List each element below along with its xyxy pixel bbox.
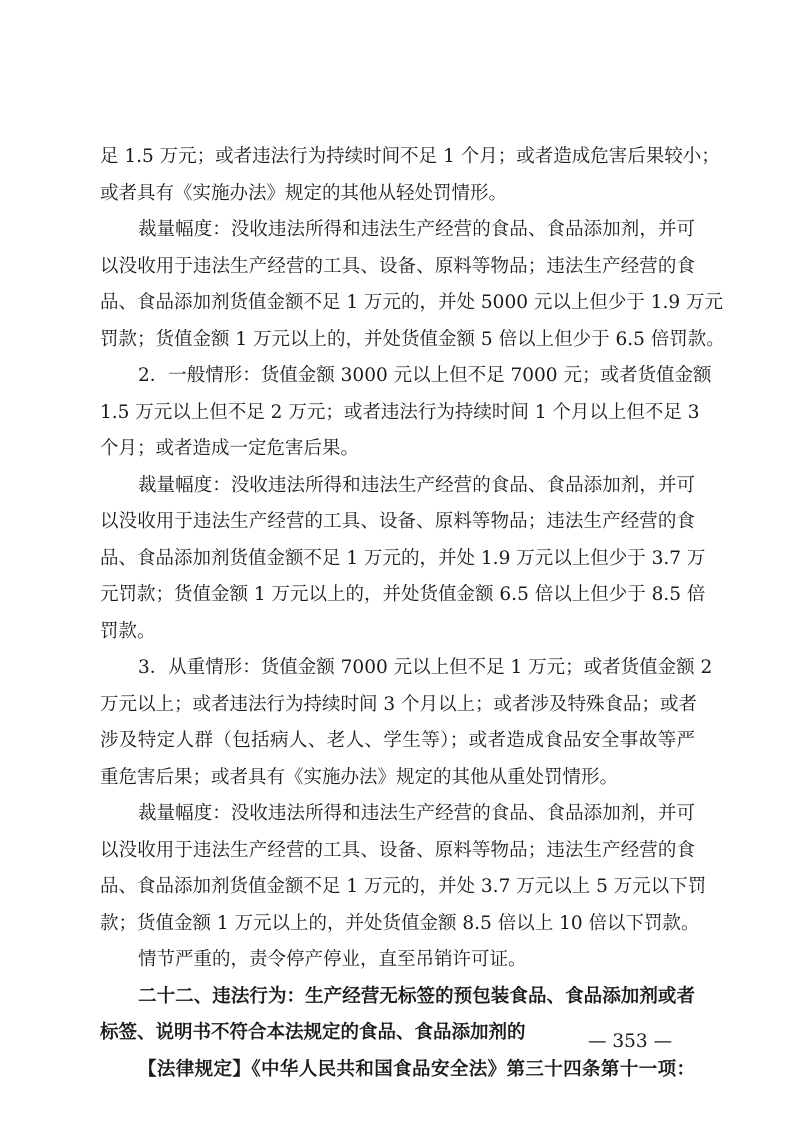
text-line: 品、食品添加剂货值金额不足 1 万元的，并处 1.9 万元以上但少于 3.7 万: [100, 547, 706, 569]
text-line: 万元以上；或者违法行为持续时间 3 个月以上；或者涉及特殊食品；或者: [100, 693, 698, 715]
text-line: 以没收用于违法生产经营的工具、设备、原料等物品；违法生产经营的食: [100, 255, 695, 277]
text-line: 以没收用于违法生产经营的工具、设备、原料等物品；违法生产经营的食: [100, 511, 695, 532]
text-line: 3．从重情形：货值金额 7000 元以上但不足 1 万元；或者货值金额 2: [138, 657, 713, 678]
text-line: 裁量幅度：没收违法所得和违法生产经营的食品、食品添加剂，并可: [138, 474, 695, 496]
text-line: 涉及特定人群（包括病人、老人、学生等）；或者造成食品安全事故等严: [100, 730, 695, 751]
text-line: 1.5 万元以上但不足 2 万元；或者违法行为持续时间 1 个月以上但不足 3: [100, 401, 700, 423]
page-number: — 353 —: [588, 1031, 673, 1052]
text-line: 罚款；货值金额 1 万元以上的，并处货值金额 5 倍以上但少于 6.5 倍罚款。: [100, 328, 725, 350]
text-line: 罚款。: [100, 620, 156, 642]
text-line: 足 1.5 万元；或者违法行为持续时间不足 1 个月；或者造成危害后果较小；: [100, 146, 720, 167]
text-line: 裁量幅度：没收违法所得和违法生产经营的食品、食品添加剂，并可: [138, 219, 695, 240]
text-line: 款；货值金额 1 万元以上的，并处货值金额 8.5 倍以上 10 倍以下罚款。: [100, 912, 700, 934]
text-line: 个月；或者造成一定危害后果。: [100, 438, 360, 459]
text-line: 情节严重的，责令停产停业，直至吊销许可证。: [138, 949, 527, 970]
text-line: 或者具有《实施办法》规定的其他从轻处罚情形。: [100, 182, 508, 204]
legal-provision-line: 【法律规定】《中华人民共和国食品安全法》第三十四条第十一项：: [138, 1058, 695, 1080]
text-line: 以没收用于违法生产经营的工具、设备、原料等物品；违法生产经营的食: [100, 839, 695, 861]
text-line: 重危害后果；或者具有《实施办法》规定的其他从重处罚情形。: [100, 766, 619, 788]
text-line: 裁量幅度：没收违法所得和违法生产经营的食品、食品添加剂，并可: [138, 803, 695, 824]
section-heading-line: 标签、说明书不符合本法规定的食品、食品添加剂的: [100, 1022, 526, 1043]
section-heading-line: 二十二、违法行为：生产经营无标签的预包装食品、食品添加剂或者: [138, 985, 695, 1007]
document-body: [100, 139, 725, 1088]
text-line: 元罚款；货值金额 1 万元以上的，并处货值金额 6.5 倍以上但少于 8.5 倍: [100, 584, 706, 605]
text-line: 品、食品添加剂货值金额不足 1 万元的，并处 5000 元以上但少于 1.9 万元: [100, 292, 724, 313]
text-line: 品、食品添加剂货值金额不足 1 万元的，并处 3.7 万元以上 5 万元以下罚: [100, 876, 707, 897]
text-line: 2．一般情形：货值金额 3000 元以上但不足 7000 元；或者货值金额: [138, 365, 712, 386]
